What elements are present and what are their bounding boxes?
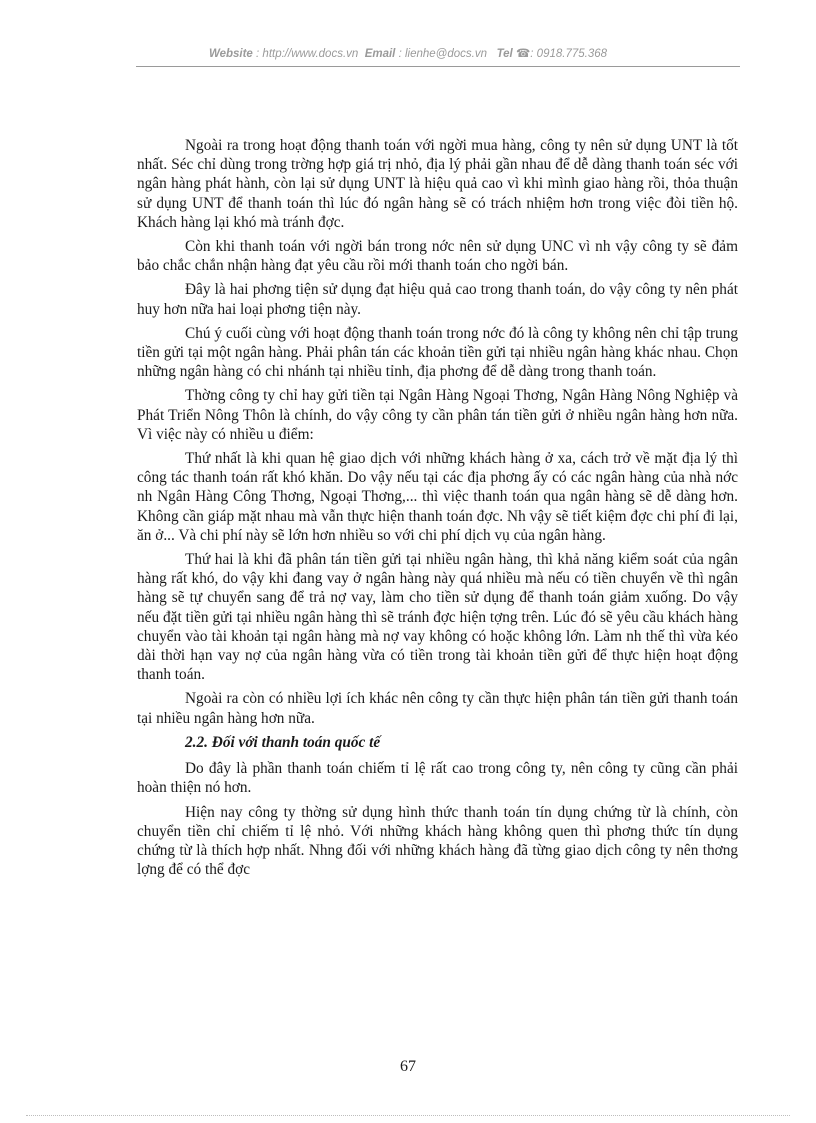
section-heading: 2.2. Đối với thanh toán quốc tế bbox=[185, 733, 381, 751]
paragraph: Do đây là phần thanh toán chiếm tỉ lệ rất cao trong công ty, nên công ty cũng cần phải hoàn thiện nó hơn. bbox=[137, 760, 738, 797]
paragraph: Ngoài ra trong hoạt động thanh toán với ngời mua hàng, công ty nên sử dụng UNT là tốt nhất. Séc chỉ dùng trong trờng hợp giá trị nhỏ, địa lý phải gần nhau để dễ dàng thanh toán séc với ngân hàng phát hành, còn lại sử dụng UNT là hiệu quả cao vì khi mình giao hàng rồi, thỏa thuận sử dụng UNT để thanh toán thì lúc đó ngân hàng sẽ có trách nhiệm hơn trong việc đòi tiền hộ. Khách hàng lại khó mà tránh đợc. bbox=[137, 137, 738, 231]
footer-divider bbox=[26, 1115, 790, 1116]
document-body bbox=[137, 136, 738, 884]
paragraph: Thứ hai là khi đã phân tán tiền gửi tại nhiều ngân hàng, thì khả năng kiểm soát của ngân hàng rất khó, do vậy khi đang vay ở ngân hàng này quá nhiều mà nếu có tiền chuyển về thì ngân hàng sẽ tự chuyển sang để trả nợ vay, làm cho tiền sử dụng để thanh toán giảm xuống. Do vậy nếu đặt tiền gửi tại nhiều ngân hàng thì sẽ tránh đợc hiện tợng trên. Lúc đó sẽ yêu cầu khách hàng chuyển vào tài khoản tại ngân hàng mà nợ vay không có hoặc không lớn. Làm nh thế thì vừa kéo dài thời hạn vay nợ của ngân hàng vừa có tiền trong tài khoản tiền gửi để thực hiện hoạt động thanh toán. bbox=[137, 551, 738, 684]
paragraph: Hiện nay công ty thờng sử dụng hình thức thanh toán tín dụng chứng từ là chính, còn chuyển tiền chỉ chiếm tỉ lệ nhỏ. Với những khách hàng không quen thì phơng thức tín dụng chứng từ là thích hợp nhất. Nhng đối với những khách hàng đã từng giao dịch công ty nên thơng lợng để có thể đợc bbox=[137, 803, 738, 879]
page-header bbox=[0, 46, 816, 60]
paragraph: Chú ý cuối cùng với hoạt động thanh toán trong nớc đó là công ty không nên chỉ tập trung tiền gửi tại một ngân hàng. Phải phân tán các khoản tiền gửi tại nhiều ngân hàng khác nhau. Chọn những ngân hàng có chi nhánh tại nhiều tỉnh, địa phơng để dễ dàng trong thanh toán. bbox=[137, 324, 738, 381]
email-address: : lienhe@docs.vn bbox=[398, 48, 487, 60]
email-label: Email bbox=[364, 48, 396, 60]
phone-icon: ☎ bbox=[515, 48, 531, 60]
header-divider bbox=[136, 66, 740, 67]
website-url: : http://www.docs.vn bbox=[256, 48, 359, 60]
paragraph: Đây là hai phơng tiện sử dụng đạt hiệu quả cao trong thanh toán, do vậy công ty nên phát huy hơn nữa hai loại phơng tiện này. bbox=[137, 281, 738, 318]
paragraph: Còn khi thanh toán với ngời bán trong nớc nên sử dụng UNC vì nh vậy công ty sẽ đảm bảo chắc chắn nhận hàng đạt yêu cầu rồi mới thanh toán cho ngời bán. bbox=[137, 238, 738, 275]
paragraph: Ngoài ra còn có nhiều lợi ích khác nên công ty cần thực hiện phân tán tiền gửi thanh toán tại nhiều ngân hàng hơn nữa. bbox=[137, 690, 738, 727]
tel-number: : 0918.775.368 bbox=[530, 48, 608, 60]
page-number: 67 bbox=[400, 1058, 416, 1075]
tel-label: Tel bbox=[496, 48, 513, 60]
paragraph: Thờng công ty chỉ hay gửi tiền tại Ngân Hàng Ngoại Thơng, Ngân Hàng Nông Nghiệp và Phát Triển Nông Thôn là chính, do vậy công ty cần phân tán tiền gửi ở nhiều ngân hàng hơn nữa. Vì việc này có nhiều u điểm: bbox=[137, 387, 738, 443]
paragraph: Thứ nhất là khi quan hệ giao dịch với những khách hàng ở xa, cách trở về mặt địa lý thì công tác thanh toán rất khó khăn. Do vậy nếu tại các địa phơng ấy có các ngân hàng của nhà nớc nh Ngân Hàng Công Thơng, Ngoại Thơng,... thì việc thanh toán qua ngân hàng sẽ dễ dàng hơn. Không cần giáp mặt nhau mà vẫn thực hiện thanh toán đợc. Nh vậy sẽ tiết kiệm đợc chi phí đi lại, ăn ở... Và chi phí này sẽ lớn hơn nhiều so với chi phí dịch vụ của ngân hàng. bbox=[137, 450, 738, 544]
website-label: Website bbox=[208, 48, 253, 60]
